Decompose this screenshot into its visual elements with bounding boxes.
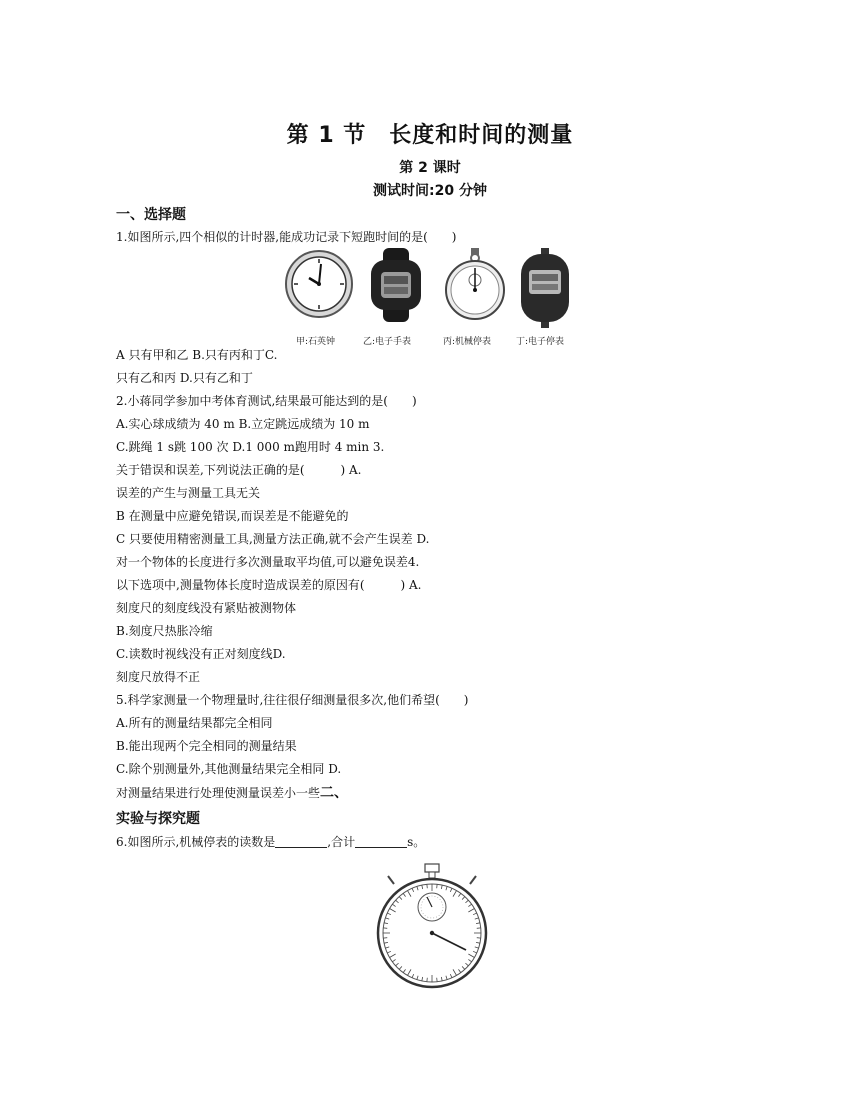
question-5-line-3: C.除个别测量外,其他测量结果完全相同 D. xyxy=(116,762,342,776)
answer-blank-seconds[interactable] xyxy=(355,835,407,848)
section-experiment-heading: 实验与探究题 xyxy=(116,811,200,827)
question-3-line-3: C 只要使用精密测量工具,测量方法正确,就不会产生误差 D. xyxy=(116,532,430,546)
page-title: 第 1 节 长度和时间的测量 xyxy=(286,123,574,148)
answer-blank-reading[interactable] xyxy=(275,835,327,848)
question-5-line-4 xyxy=(116,785,348,801)
electronic-stopwatch-icon xyxy=(521,248,569,328)
question-4-line-2: B.刻度尺热胀冷缩 xyxy=(116,624,213,638)
question-6-text-a: 6.如图所示,机械停表的读数是 xyxy=(116,835,276,849)
question-2-options-a: A.实心球成绩为 40 m B.立定跳远成绩为 10 m xyxy=(116,417,370,431)
mechanical-stopwatch-icon xyxy=(446,248,504,319)
question-5-line-2: B.能出现两个完全相同的测量结果 xyxy=(116,739,297,753)
question-5-stem: 5.科学家测量一个物理量时,往往很仔细测量很多次,他们希望( ) xyxy=(116,693,469,707)
question-3-line-1: 误差的产生与测量工具无关 xyxy=(116,486,261,500)
question-4-line-3: C.读数时视线没有正对刻度线D. xyxy=(116,647,286,661)
caption-ding: 丁:电子停表 xyxy=(516,337,565,347)
question-3-stem: 关于错误和误差,下列说法正确的是( ) A. xyxy=(116,463,362,477)
electronic-watch-icon xyxy=(371,248,421,322)
question-1-stem: 1.如图所示,四个相似的计时器,能成功记录下短跑时间的是( ) xyxy=(116,230,457,244)
caption-jia: 甲:石英钟 xyxy=(296,337,336,347)
section-2-number: 二、 xyxy=(320,785,349,801)
question-6-text-c: s。 xyxy=(407,835,426,849)
question-4-line-4: 刻度尺放得不正 xyxy=(116,670,201,684)
caption-yi: 乙:电子手表 xyxy=(363,337,412,347)
question-1-options-a: A 只有甲和乙 B.只有丙和丁C. xyxy=(116,348,278,362)
section-choice-heading: 一、选择题 xyxy=(116,207,186,223)
question-4-stem: 以下选项中,测量物体长度时造成误差的原因有( ) A. xyxy=(116,578,422,592)
question-3-line-4: 对一个物体的长度进行多次测量取平均值,可以避免误差4. xyxy=(116,555,420,569)
question-1-options-b: 只有乙和丙 D.只有乙和丁 xyxy=(116,371,253,385)
question-5-line-4-text: 对测量结果进行处理使测量误差小一些 xyxy=(116,786,321,800)
timers-figure xyxy=(285,248,585,348)
stopwatch-figure xyxy=(370,862,495,992)
question-2-stem: 2.小蒋同学参加中考体育测试,结果最可能达到的是( ) xyxy=(116,394,417,408)
question-3-line-2: B 在测量中应避免错误,而误差是不能避免的 xyxy=(116,509,349,523)
question-4-line-1: 刻度尺的刻度线没有紧贴被测物体 xyxy=(116,601,297,615)
lesson-label: 第 2 课时 xyxy=(399,160,461,176)
question-2-options-b: C.跳绳 1 s跳 100 次 D.1 000 m跑用时 4 min 3. xyxy=(116,440,385,454)
question-5-line-1: A.所有的测量结果都完全相同 xyxy=(116,716,273,730)
quartz-clock-icon xyxy=(286,251,352,317)
question-6-stem xyxy=(116,834,425,850)
caption-bing: 丙:机械停表 xyxy=(443,337,492,347)
question-6-text-b: ,合计 xyxy=(327,835,356,849)
stopwatch-icon xyxy=(378,864,486,987)
test-time: 测试时间:20 分钟 xyxy=(373,183,487,199)
